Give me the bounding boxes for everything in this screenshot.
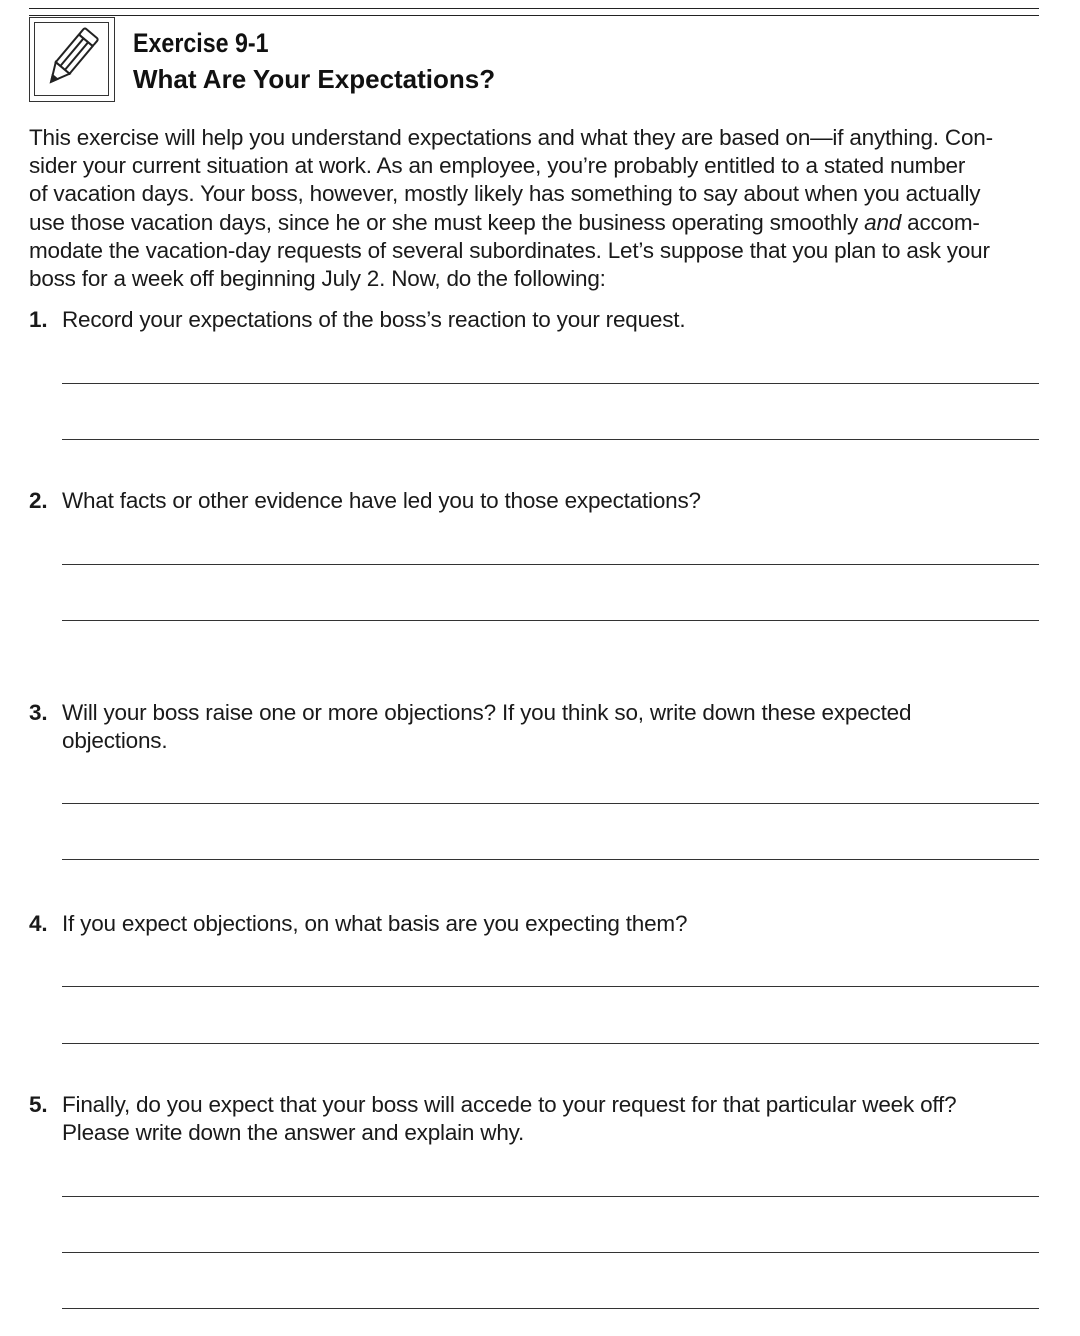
intro-line: of vacation days. Your boss, however, mostly likely has something to say about when you actually xyxy=(29,181,981,207)
answer-line[interactable] xyxy=(62,1043,1039,1044)
question-line: Please write down the answer and explain why. xyxy=(62,1120,525,1146)
answer-line[interactable] xyxy=(62,564,1039,565)
answer-line[interactable] xyxy=(62,859,1039,860)
intro-emphasis: and xyxy=(864,209,902,235)
question-number: 2. xyxy=(29,488,48,513)
question-number: 4. xyxy=(29,911,48,936)
question-number: 1. xyxy=(29,307,48,332)
answer-line[interactable] xyxy=(62,439,1039,440)
question-text xyxy=(62,306,1037,334)
pencil-icon xyxy=(35,23,107,94)
intro-line: sider your current situation at work. As an employee, you’re probably entitled to a stated number xyxy=(29,153,966,179)
top-rule-inner xyxy=(29,15,1039,16)
intro-line: modate the vacation-day requests of several subordinates. Let’s suppose that you plan to ask your xyxy=(29,237,990,263)
exercise-number: Exercise 9-1 xyxy=(133,28,269,58)
question-line: objections. xyxy=(62,728,168,754)
answer-line[interactable] xyxy=(62,620,1039,621)
answer-line[interactable] xyxy=(62,986,1039,987)
intro-line: This exercise will help you understand expectations and what they are based on—if anything. Con- xyxy=(29,125,993,150)
question-text xyxy=(62,910,1037,938)
exercise-icon-frame xyxy=(29,17,115,102)
top-rule xyxy=(29,8,1039,9)
intro-paragraph xyxy=(29,124,1039,293)
answer-line[interactable] xyxy=(62,1252,1039,1253)
question-text xyxy=(62,699,1037,755)
exercise-icon-inner-frame xyxy=(34,22,109,96)
intro-line-4-end: accom- xyxy=(901,209,980,235)
question-text xyxy=(62,1091,1037,1147)
intro-line-4-start: use those vacation days, since he or she must keep the business operating smoothly xyxy=(29,209,865,235)
question-line: What facts or other evidence have led you to those expectations? xyxy=(62,488,701,513)
answer-line[interactable] xyxy=(62,383,1039,384)
question-text xyxy=(62,487,1037,515)
question-line: Record your expectations of the boss’s reaction to your request. xyxy=(62,307,686,332)
question-line: Finally, do you expect that your boss will accede to your request for that particular week off? xyxy=(62,1092,957,1117)
question-line: If you expect objections, on what basis are you expecting them? xyxy=(62,911,688,936)
intro-line xyxy=(29,209,1039,237)
exercise-title: What Are Your Expectations? xyxy=(133,64,496,94)
answer-line[interactable] xyxy=(62,1308,1039,1309)
question-number: 5. xyxy=(29,1092,48,1117)
answer-line[interactable] xyxy=(62,803,1039,804)
question-number: 3. xyxy=(29,700,48,725)
intro-line: boss for a week off beginning July 2. Now, do the following: xyxy=(29,266,606,292)
answer-line[interactable] xyxy=(62,1196,1039,1197)
question-line: Will your boss raise one or more objections? If you think so, write down these expected xyxy=(62,700,912,725)
